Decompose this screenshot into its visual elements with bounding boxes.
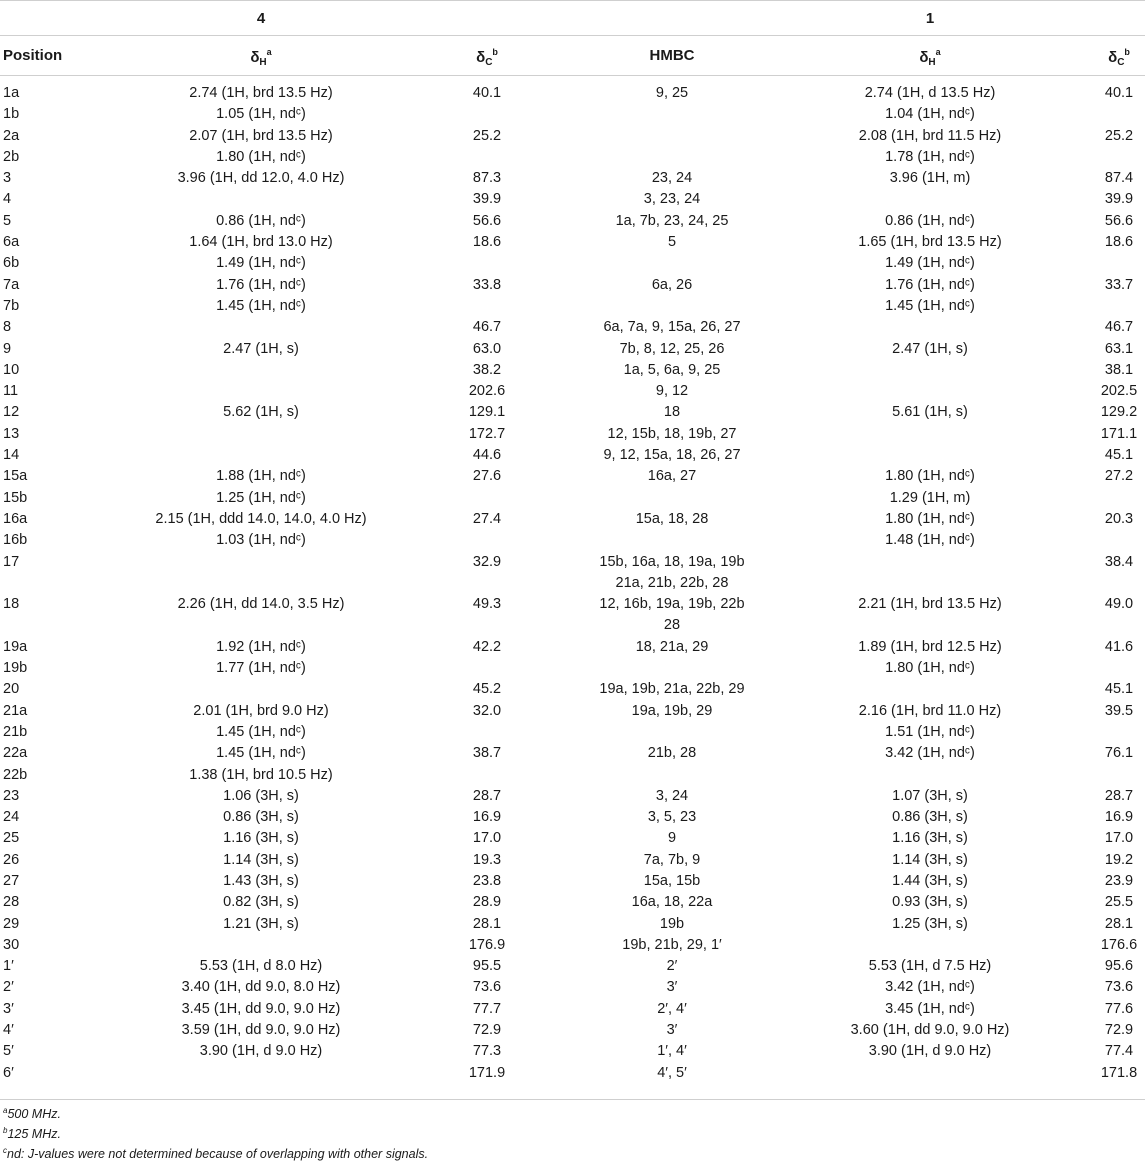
table-row [0, 275, 1145, 296]
hmbc-cell: 7a, 7b, 9 [643, 851, 701, 868]
table-row [0, 637, 1145, 658]
delta-h-cell-4: 1.21 (3H, s) [223, 915, 299, 932]
hmbc-cell: 15a, 18, 28 [635, 510, 709, 527]
delta-c-cell-1: 72.9 [1104, 1022, 1134, 1039]
delta-symbol: δ [250, 49, 260, 66]
table-group-header [0, 0, 1145, 36]
delta-c-cell-1: 28.1 [1104, 915, 1134, 932]
position-cell: 19b [3, 660, 28, 677]
delta-h-cell-4: 1.92 (1H, ndᶜ) [216, 638, 306, 655]
delta-h-cell-1: 1.04 (1H, ndᶜ) [885, 106, 975, 123]
table-row [0, 892, 1145, 913]
delta-h-cell-4: 3.59 (1H, dd 9.0, 9.0 Hz) [181, 1022, 341, 1039]
position-cell: 23 [3, 787, 20, 804]
hmbc-cell: 15b, 16a, 18, 19a, 19b [599, 553, 745, 570]
delta-c-header-4 [476, 47, 498, 68]
delta-h-cell-4: 0.86 (1H, ndᶜ) [216, 212, 306, 229]
delta-c-cell-4: 27.4 [472, 510, 502, 527]
delta-h-cell-1: 2.16 (1H, brd 11.0 Hz) [858, 702, 1002, 719]
delta-h-cell-1: 5.53 (1H, d 7.5 Hz) [868, 958, 992, 975]
delta-c-cell-1: 27.2 [1104, 468, 1134, 485]
delta-c-cell-1: 39.9 [1104, 191, 1134, 208]
delta-h-cell-1: 3.42 (1H, ndᶜ) [885, 745, 975, 762]
hmbc-cell: 3′ [666, 1022, 678, 1039]
delta-h-cell-4: 1.05 (1H, ndᶜ) [216, 106, 306, 123]
hmbc-cell: 1′, 4′ [657, 1043, 687, 1060]
table-row [0, 914, 1145, 935]
delta-c-cell-1: 76.1 [1104, 745, 1134, 762]
delta-h-cell-1: 1.45 (1H, ndᶜ) [885, 297, 975, 314]
delta-c-cell-1: 39.5 [1104, 702, 1134, 719]
delta-c-cell-4: 171.9 [468, 1064, 506, 1081]
table-row [0, 871, 1145, 892]
delta-c-cell-4: 42.2 [472, 638, 502, 655]
delta-c-cell-4: 32.9 [472, 553, 502, 570]
position-cell: 24 [3, 809, 20, 826]
c-subscript: C [485, 57, 493, 68]
hmbc-cell: 12, 15b, 18, 19b, 27 [607, 425, 737, 442]
delta-c-cell-4: 45.2 [472, 681, 502, 698]
position-cell: 28 [3, 894, 20, 911]
delta-h-cell-4: 0.86 (3H, s) [223, 809, 299, 826]
hmbc-cell: 9, 12, 15a, 18, 26, 27 [603, 447, 741, 464]
table-row [0, 977, 1145, 998]
hmbc-cell: 21a, 21b, 22b, 28 [615, 574, 729, 591]
delta-c-cell-4: 25.2 [472, 127, 502, 144]
delta-c-cell-4: 32.0 [472, 702, 502, 719]
table-row [0, 956, 1145, 977]
position-cell: 11 [3, 383, 19, 400]
table-row [0, 530, 1145, 551]
delta-h-cell-1: 1.29 (1H, m) [889, 489, 971, 506]
delta-h-cell-1: 1.16 (3H, s) [892, 830, 968, 847]
table-row [0, 168, 1145, 189]
delta-c-cell-4: 27.6 [472, 468, 502, 485]
position-cell: 3′ [3, 1000, 14, 1017]
position-cell: 9 [3, 340, 12, 357]
delta-h-cell-4: 5.53 (1H, d 8.0 Hz) [199, 958, 323, 975]
delta-c-cell-1: 25.2 [1104, 127, 1134, 144]
delta-c-cell-1: 202.5 [1100, 383, 1138, 400]
delta-h-cell-1: 3.60 (1H, dd 9.0, 9.0 Hz) [850, 1022, 1010, 1039]
position-cell: 5 [3, 212, 12, 229]
table-column-header [0, 36, 1145, 76]
position-cell: 22a [3, 745, 28, 762]
hmbc-cell: 2′, 4′ [657, 1000, 687, 1017]
hmbc-cell: 3, 24 [655, 787, 689, 804]
delta-h-cell-4: 1.76 (1H, ndᶜ) [216, 276, 306, 293]
hmbc-cell: 21b, 28 [647, 745, 697, 762]
delta-c-cell-1: 95.6 [1104, 958, 1134, 975]
delta-c-cell-4: 23.8 [472, 872, 502, 889]
table-row [0, 765, 1145, 786]
hmbc-column-header: HMBC [649, 47, 695, 64]
delta-c-cell-1: 49.0 [1104, 596, 1134, 613]
delta-c-cell-4: 28.1 [472, 915, 502, 932]
table-row [0, 211, 1145, 232]
position-cell: 16b [3, 532, 28, 549]
footnote-b-mark: b [1124, 47, 1130, 57]
delta-h-cell-4: 1.16 (3H, s) [223, 830, 299, 847]
delta-h-cell-4: 0.82 (3H, s) [223, 894, 299, 911]
delta-h-cell-4: 1.38 (1H, brd 10.5 Hz) [189, 766, 333, 783]
hmbc-cell: 6a, 26 [651, 276, 693, 293]
delta-c-cell-1: 19.2 [1104, 851, 1134, 868]
table-row [0, 488, 1145, 509]
delta-h-cell-1: 1.48 (1H, ndᶜ) [885, 532, 975, 549]
table-row [0, 466, 1145, 487]
delta-c-cell-4: 28.9 [472, 894, 502, 911]
position-cell: 5′ [3, 1043, 14, 1060]
position-cell: 26 [3, 851, 20, 868]
position-cell: 1b [3, 106, 20, 123]
delta-h-cell-1: 1.14 (3H, s) [892, 851, 968, 868]
delta-c-cell-1: 38.4 [1104, 553, 1134, 570]
delta-c-cell-1: 77.6 [1104, 1000, 1134, 1017]
delta-c-cell-4: 176.9 [468, 936, 506, 953]
hmbc-cell: 3, 23, 24 [643, 191, 701, 208]
hmbc-cell: 18, 21a, 29 [635, 638, 709, 655]
position-cell: 2a [3, 127, 20, 144]
delta-c-cell-4: 44.6 [472, 447, 502, 464]
delta-h-cell-1: 1.76 (1H, ndᶜ) [885, 276, 975, 293]
table-row [0, 381, 1145, 402]
delta-h-cell-1: 1.25 (3H, s) [892, 915, 968, 932]
delta-c-cell-1: 176.6 [1100, 936, 1138, 953]
delta-c-cell-4: 129.1 [468, 404, 506, 421]
table-row [0, 999, 1145, 1020]
position-cell: 18 [3, 596, 20, 613]
delta-h-cell-4: 1.45 (1H, ndᶜ) [216, 723, 306, 740]
delta-c-cell-4: 38.7 [472, 745, 502, 762]
hmbc-cell: 3′ [666, 979, 678, 996]
delta-h-cell-4: 3.90 (1H, d 9.0 Hz) [199, 1043, 323, 1060]
position-cell: 10 [3, 361, 20, 378]
delta-c-cell-4: 172.7 [468, 425, 506, 442]
delta-c-cell-1: 56.6 [1104, 212, 1134, 229]
table-row [0, 104, 1145, 125]
delta-h-cell-1: 1.51 (1H, ndᶜ) [885, 723, 975, 740]
table-row [0, 253, 1145, 274]
delta-c-cell-1: 171.1 [1100, 425, 1138, 442]
delta-h-cell-4: 1.88 (1H, ndᶜ) [216, 468, 306, 485]
position-cell: 30 [3, 936, 20, 953]
position-cell: 6′ [3, 1064, 14, 1081]
position-cell: 1a [3, 85, 20, 101]
position-cell: 25 [3, 830, 20, 847]
delta-c-cell-1: 171.8 [1100, 1064, 1138, 1081]
delta-h-cell-1: 1.49 (1H, ndᶜ) [885, 255, 975, 272]
delta-c-cell-4: 49.3 [472, 596, 502, 613]
hmbc-cell: 23, 24 [651, 170, 693, 187]
table-row [0, 339, 1145, 360]
hmbc-cell: 3, 5, 23 [647, 809, 697, 826]
delta-h-cell-4: 2.15 (1H, ddd 14.0, 14.0, 4.0 Hz) [155, 510, 367, 527]
table-row [0, 445, 1145, 466]
delta-c-cell-4: 16.9 [472, 809, 502, 826]
delta-h-cell-1: 3.45 (1H, ndᶜ) [885, 1000, 975, 1017]
table-bottom-rule [0, 1099, 1145, 1100]
delta-h-cell-1: 1.07 (3H, s) [892, 787, 968, 804]
compound-4-header: 4 [256, 10, 266, 27]
delta-c-cell-4: 72.9 [472, 1022, 502, 1039]
delta-h-cell-1: 0.93 (3H, s) [892, 894, 968, 911]
hmbc-cell: 28 [663, 617, 681, 634]
position-cell: 19a [3, 638, 28, 655]
hmbc-cell: 1a, 5, 6a, 9, 25 [623, 361, 721, 378]
table-row [0, 743, 1145, 764]
delta-h-cell-4: 3.96 (1H, dd 12.0, 4.0 Hz) [177, 170, 345, 187]
delta-c-cell-1: 63.1 [1104, 340, 1134, 357]
position-cell: 29 [3, 915, 20, 932]
footnote-c: $^c$nd: J-values were not determined because of overlapping with other signals. [3, 1146, 429, 1162]
table-row [0, 828, 1145, 849]
delta-h-header-4 [250, 47, 271, 68]
delta-h-cell-4: 1.77 (1H, ndᶜ) [216, 660, 306, 677]
position-cell: 13 [3, 425, 20, 442]
delta-h-cell-4: 1.06 (3H, s) [223, 787, 299, 804]
position-cell: 27 [3, 872, 20, 889]
delta-c-cell-4: 63.0 [472, 340, 502, 357]
delta-c-cell-4: 73.6 [472, 979, 502, 996]
c-subscript: C [1117, 57, 1125, 68]
delta-c-cell-1: 45.1 [1104, 447, 1134, 464]
table-row [0, 1063, 1145, 1084]
delta-c-cell-1: 38.1 [1104, 361, 1134, 378]
hmbc-cell: 16a, 27 [647, 468, 697, 485]
table-row [0, 679, 1145, 700]
position-cell: 4′ [3, 1022, 14, 1039]
delta-h-cell-4: 3.45 (1H, dd 9.0, 9.0 Hz) [181, 1000, 341, 1017]
table-row [0, 1020, 1145, 1041]
position-cell: 6a [3, 234, 20, 251]
footnote-a-mark: a [935, 47, 941, 57]
delta-c-cell-4: 46.7 [472, 319, 502, 336]
position-cell: 16a [3, 510, 28, 527]
position-cell: 7a [3, 276, 20, 293]
delta-h-cell-1: 1.44 (3H, s) [892, 872, 968, 889]
table-row [0, 935, 1145, 956]
delta-h-cell-4: 1.49 (1H, ndᶜ) [216, 255, 306, 272]
compound-1-header: 1 [925, 10, 935, 27]
delta-c-cell-1: 46.7 [1104, 319, 1134, 336]
position-cell: 17 [3, 553, 20, 570]
delta-c-cell-1: 16.9 [1104, 809, 1134, 826]
delta-h-cell-4: 1.45 (1H, ndᶜ) [216, 745, 306, 762]
hmbc-cell: 9, 12 [655, 383, 689, 400]
hmbc-cell: 7b, 8, 12, 25, 26 [619, 340, 725, 357]
table-row [0, 317, 1145, 338]
hmbc-cell: 19b [659, 915, 685, 932]
delta-c-cell-4: 202.6 [468, 383, 506, 400]
position-cell: 2′ [3, 979, 14, 996]
delta-h-cell-4: 1.45 (1H, ndᶜ) [216, 297, 306, 314]
delta-c-cell-1: 87.4 [1104, 170, 1134, 187]
position-cell: 15a [3, 468, 28, 485]
delta-h-cell-1: 3.96 (1H, m) [889, 170, 971, 187]
delta-c-cell-1: 18.6 [1104, 234, 1134, 251]
delta-c-cell-1: 40.1 [1104, 85, 1134, 101]
delta-c-cell-4: 77.3 [472, 1043, 502, 1060]
delta-h-cell-1: 1.80 (1H, ndᶜ) [885, 660, 975, 677]
delta-h-cell-1: 2.74 (1H, d 13.5 Hz) [864, 85, 996, 101]
hmbc-cell: 12, 16b, 19a, 19b, 22b [599, 596, 745, 613]
delta-c-header-1 [1108, 47, 1130, 68]
delta-c-cell-4: 38.2 [472, 361, 502, 378]
delta-h-cell-4: 2.26 (1H, dd 14.0, 3.5 Hz) [177, 596, 345, 613]
position-cell: 21b [3, 723, 28, 740]
hmbc-cell: 18 [663, 404, 681, 421]
table-row [0, 232, 1145, 253]
hmbc-cell: 2′ [666, 958, 678, 975]
hmbc-cell: 9 [667, 830, 677, 847]
delta-h-cell-4: 1.25 (1H, ndᶜ) [216, 489, 306, 506]
delta-h-cell-1: 2.08 (1H, brd 11.5 Hz) [858, 127, 1002, 144]
hmbc-cell: 6a, 7a, 9, 15a, 26, 27 [603, 319, 741, 336]
delta-h-cell-4: 1.80 (1H, ndᶜ) [216, 148, 306, 165]
delta-c-cell-4: 19.3 [472, 851, 502, 868]
hmbc-cell: 5 [667, 234, 677, 251]
footnote-b: $^b$125 MHz. [3, 1126, 61, 1142]
table-row [0, 126, 1145, 147]
delta-c-cell-4: 95.5 [472, 958, 502, 975]
position-cell: 7b [3, 297, 20, 314]
hmbc-cell: 9, 25 [655, 85, 689, 101]
position-cell: 1′ [3, 958, 14, 975]
delta-c-cell-1: 45.1 [1104, 681, 1134, 698]
delta-c-cell-1: 129.2 [1100, 404, 1138, 421]
position-cell: 20 [3, 681, 20, 698]
delta-h-cell-1: 2.21 (1H, brd 13.5 Hz) [858, 596, 1002, 613]
delta-c-cell-1: 73.6 [1104, 979, 1134, 996]
table-row [0, 807, 1145, 828]
delta-h-cell-4: 1.64 (1H, brd 13.0 Hz) [189, 234, 333, 251]
table-row [0, 701, 1145, 722]
delta-h-cell-1: 0.86 (1H, ndᶜ) [885, 212, 975, 229]
delta-h-cell-1: 0.86 (3H, s) [892, 809, 968, 826]
delta-c-cell-1: 20.3 [1104, 510, 1134, 527]
position-cell: 15b [3, 489, 28, 506]
delta-c-cell-4: 33.8 [472, 276, 502, 293]
delta-h-cell-4: 2.47 (1H, s) [223, 340, 299, 357]
position-cell: 2b [3, 148, 20, 165]
delta-h-cell-1: 1.80 (1H, ndᶜ) [885, 468, 975, 485]
table-row [0, 722, 1145, 743]
position-cell: 6b [3, 255, 20, 272]
delta-c-cell-4: 87.3 [472, 170, 502, 187]
delta-c-cell-4: 18.6 [472, 234, 502, 251]
delta-h-cell-4: 1.03 (1H, ndᶜ) [216, 532, 306, 549]
table-body [0, 83, 1145, 1084]
delta-h-cell-1: 2.47 (1H, s) [892, 340, 968, 357]
delta-h-cell-1: 1.89 (1H, brd 12.5 Hz) [858, 638, 1002, 655]
position-cell: 14 [3, 447, 20, 464]
delta-c-cell-4: 17.0 [472, 830, 502, 847]
table-row [0, 552, 1145, 573]
delta-c-cell-4: 56.6 [472, 212, 502, 229]
delta-h-cell-4: 2.07 (1H, brd 13.5 Hz) [189, 127, 333, 144]
delta-h-cell-1: 1.80 (1H, ndᶜ) [885, 510, 975, 527]
h-subscript: H [259, 57, 267, 68]
footnote-a: $^a$500 MHz. [3, 1106, 61, 1122]
delta-c-cell-1: 23.9 [1104, 872, 1134, 889]
table-row [0, 850, 1145, 871]
hmbc-cell: 1a, 7b, 23, 24, 25 [615, 212, 729, 229]
table-row [0, 360, 1145, 381]
table-row [0, 424, 1145, 445]
delta-symbol: δ [919, 49, 929, 66]
delta-h-cell-1: 1.65 (1H, brd 13.5 Hz) [858, 234, 1002, 251]
footnote-a-mark: a [266, 47, 272, 57]
delta-h-header-1 [919, 47, 940, 68]
delta-c-cell-1: 77.4 [1104, 1043, 1134, 1060]
table-row [0, 296, 1145, 317]
delta-h-cell-1: 3.42 (1H, ndᶜ) [885, 979, 975, 996]
table-row [0, 509, 1145, 530]
footnote-b-mark: b [492, 47, 498, 57]
delta-c-cell-4: 28.7 [472, 787, 502, 804]
hmbc-cell: 15a, 15b [643, 872, 701, 889]
delta-h-cell-4: 5.62 (1H, s) [223, 404, 299, 421]
delta-h-cell-4: 1.43 (3H, s) [223, 872, 299, 889]
table-row [0, 658, 1145, 679]
delta-c-cell-4: 40.1 [472, 85, 502, 101]
delta-c-cell-4: 77.7 [472, 1000, 502, 1017]
delta-c-cell-1: 17.0 [1104, 830, 1134, 847]
delta-h-cell-4: 2.01 (1H, brd 9.0 Hz) [193, 702, 329, 719]
table-row [0, 402, 1145, 423]
delta-c-cell-1: 33.7 [1104, 276, 1134, 293]
position-column-header: Position [3, 47, 63, 64]
delta-h-cell-1: 3.90 (1H, d 9.0 Hz) [868, 1043, 992, 1060]
h-subscript: H [928, 57, 936, 68]
position-cell: 3 [3, 170, 12, 187]
hmbc-cell: 19a, 19b, 21a, 22b, 29 [599, 681, 745, 698]
hmbc-cell: 16a, 18, 22a [631, 894, 713, 911]
table-row [0, 83, 1145, 104]
position-cell: 21a [3, 702, 28, 719]
table-row [0, 147, 1145, 168]
table-row [0, 594, 1145, 615]
position-cell: 22b [3, 766, 28, 783]
delta-c-cell-4: 39.9 [472, 191, 502, 208]
hmbc-cell: 19b, 21b, 29, 1′ [622, 936, 722, 953]
hmbc-cell: 4′, 5′ [657, 1064, 687, 1081]
delta-h-cell-4: 3.40 (1H, dd 9.0, 8.0 Hz) [181, 979, 341, 996]
position-cell: 8 [3, 319, 12, 336]
delta-c-cell-1: 28.7 [1104, 787, 1134, 804]
table-row [0, 573, 1145, 594]
delta-h-cell-1: 5.61 (1H, s) [892, 404, 968, 421]
delta-h-cell-4: 1.14 (3H, s) [223, 851, 299, 868]
table-row [0, 786, 1145, 807]
table-row [0, 1041, 1145, 1062]
delta-h-cell-1: 1.78 (1H, ndᶜ) [885, 148, 975, 165]
delta-h-cell-4: 2.74 (1H, brd 13.5 Hz) [189, 85, 333, 101]
table-row [0, 615, 1145, 636]
delta-symbol: δ [1108, 49, 1118, 66]
table-row [0, 189, 1145, 210]
position-cell: 12 [3, 404, 20, 421]
hmbc-cell: 19a, 19b, 29 [631, 702, 713, 719]
delta-symbol: δ [476, 49, 486, 66]
delta-c-cell-1: 25.5 [1104, 894, 1134, 911]
position-cell: 4 [3, 191, 12, 208]
delta-c-cell-1: 41.6 [1104, 638, 1134, 655]
